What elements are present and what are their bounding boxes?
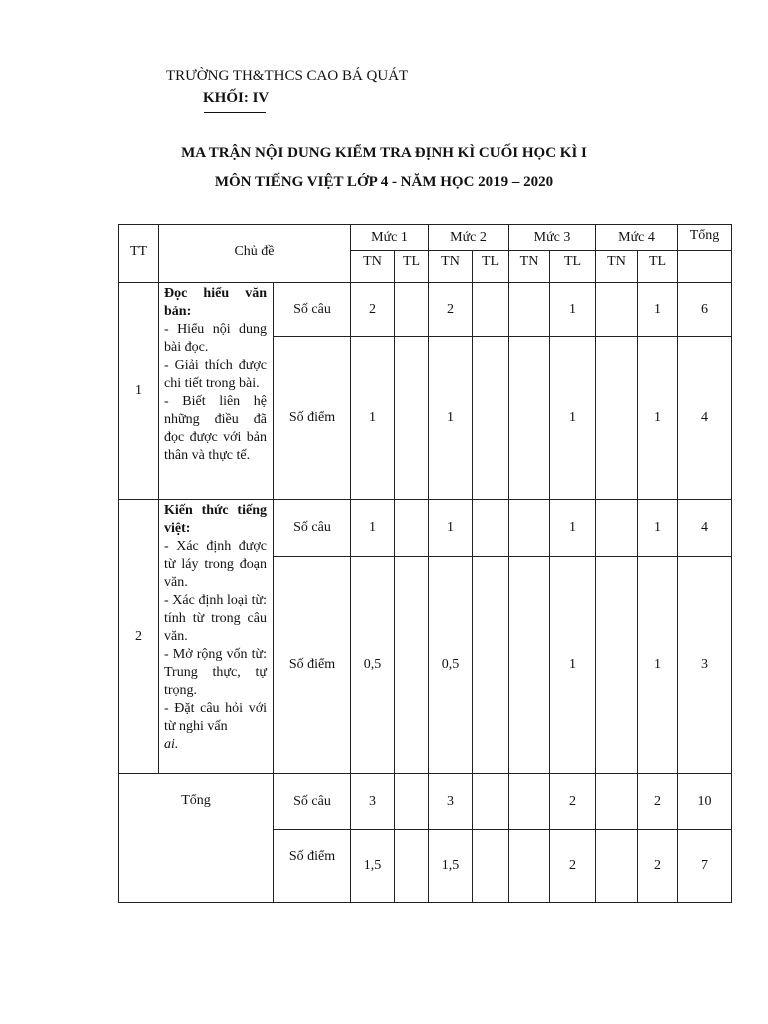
topic-objective: - Giải thích được chi tiết trong bài. [164, 358, 267, 391]
value-cell: 2 [550, 774, 596, 830]
value-cell: 1 [638, 557, 678, 774]
value-cell [473, 830, 509, 903]
value-cell [596, 337, 638, 500]
value-cell [473, 557, 509, 774]
topic-objective: - Hiểu nội dung bài đọc. [164, 322, 267, 355]
topic-description [159, 500, 274, 774]
topic-objective: - Biết liên hệ những điều đã đọc được với bản thân và thực tế. [164, 394, 267, 463]
header-tl: TL [550, 251, 596, 283]
value-cell [395, 283, 429, 337]
grade-underline [204, 112, 266, 113]
value-cell: 1 [429, 500, 473, 557]
topic-number: 2 [119, 500, 159, 774]
total-cell: 10 [678, 774, 732, 830]
value-cell [473, 500, 509, 557]
value-cell: 1 [550, 283, 596, 337]
value-cell [395, 774, 429, 830]
header-tn: TN [596, 251, 638, 283]
metric-label: Số điểm [274, 830, 351, 903]
value-cell: 0,5 [429, 557, 473, 774]
value-cell [473, 337, 509, 500]
header-tl: TL [395, 251, 429, 283]
header-tn: TN [351, 251, 395, 283]
value-cell: 1 [638, 283, 678, 337]
topic-title: Kiến thức tiếng việt: [164, 503, 267, 536]
header-level-1: Mức 1 [351, 225, 429, 251]
header-level-3: Mức 3 [509, 225, 596, 251]
value-cell [395, 500, 429, 557]
grade-label: KHỐI: IV [203, 90, 270, 106]
document-subtitle: MÔN TIẾNG VIỆT LỚP 4 - NĂM HỌC 2019 – 2020 [214, 174, 554, 190]
table-row-total [119, 774, 732, 830]
value-cell [473, 774, 509, 830]
value-cell [473, 283, 509, 337]
value-cell [395, 557, 429, 774]
metric-label: Số câu [274, 283, 351, 337]
value-cell: 2 [638, 774, 678, 830]
header-level-4: Mức 4 [596, 225, 678, 251]
value-cell [509, 830, 550, 903]
value-cell [596, 500, 638, 557]
value-cell: 2 [550, 830, 596, 903]
metric-label: Số điểm [274, 337, 351, 500]
value-cell: 2 [351, 283, 395, 337]
table-row [119, 500, 732, 557]
value-cell [509, 337, 550, 500]
topic-objective: - Đặt câu hỏi với từ nghi vấn [164, 701, 267, 734]
value-cell: 1 [351, 500, 395, 557]
topic-title: Đọc hiểu văn bản: [164, 286, 267, 319]
total-cell: 4 [678, 337, 732, 500]
assessment-matrix-table [118, 224, 732, 903]
value-cell: 1 [351, 337, 395, 500]
value-cell [596, 557, 638, 774]
value-cell: 3 [429, 774, 473, 830]
table-row [119, 283, 732, 337]
topic-description [159, 283, 274, 500]
value-cell: 2 [638, 830, 678, 903]
value-cell: 3 [351, 774, 395, 830]
metric-label: Số câu [274, 774, 351, 830]
header-tt: TT [119, 225, 159, 283]
topic-objective: - Mở rộng vốn từ: Trung thực, tự trọng. [164, 647, 267, 698]
header-tl: TL [638, 251, 678, 283]
total-cell: 7 [678, 830, 732, 903]
value-cell: 0,5 [351, 557, 395, 774]
topic-number: 1 [119, 283, 159, 500]
value-cell: 2 [429, 283, 473, 337]
value-cell: 1 [638, 337, 678, 500]
topic-objective: - Xác định được từ láy trong đoạn văn. [164, 539, 267, 590]
total-cell: 4 [678, 500, 732, 557]
header-level-2: Mức 2 [429, 225, 509, 251]
metric-label: Số điểm [274, 557, 351, 774]
header-total-blank [678, 251, 732, 283]
value-cell: 1 [550, 557, 596, 774]
value-cell: 1,5 [351, 830, 395, 903]
header-total: Tổng [678, 225, 732, 251]
header-tn: TN [429, 251, 473, 283]
value-cell: 1 [550, 500, 596, 557]
topic-objective-keyword: ai. [164, 737, 179, 752]
total-label: Tổng [119, 774, 274, 903]
value-cell [596, 283, 638, 337]
value-cell: 1 [550, 337, 596, 500]
header-tl: TL [473, 251, 509, 283]
total-cell: 6 [678, 283, 732, 337]
header-tn: TN [509, 251, 550, 283]
value-cell [509, 557, 550, 774]
value-cell [395, 830, 429, 903]
value-cell [509, 283, 550, 337]
value-cell [395, 337, 429, 500]
value-cell [509, 774, 550, 830]
value-cell [596, 830, 638, 903]
total-cell: 3 [678, 557, 732, 774]
topic-objective: - Xác định loại từ: tính từ trong câu văn. [164, 593, 267, 644]
header-row-levels [119, 225, 732, 251]
value-cell [596, 774, 638, 830]
header-topic: Chủ đề [159, 225, 351, 283]
school-name: TRƯỜNG TH&THCS CAO BÁ QUÁT [166, 68, 409, 84]
metric-label: Số câu [274, 500, 351, 557]
value-cell [509, 500, 550, 557]
document-title: MA TRẬN NỘI DUNG KIỂM TRA ĐỊNH KÌ CUỐI HỌC KÌ I [181, 145, 587, 161]
value-cell: 1 [429, 337, 473, 500]
value-cell: 1,5 [429, 830, 473, 903]
value-cell: 1 [638, 500, 678, 557]
